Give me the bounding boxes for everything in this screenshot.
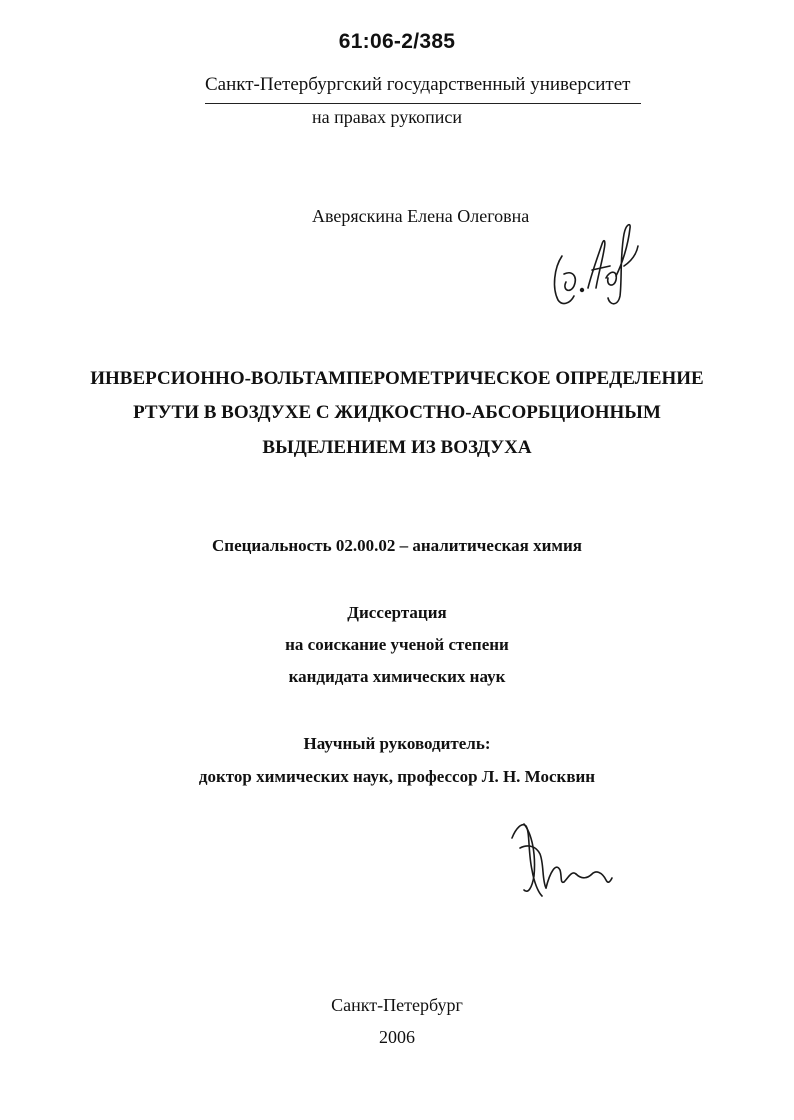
supervisor-label: Научный руководитель: bbox=[303, 734, 491, 753]
dissertation-label: Диссертация bbox=[347, 603, 447, 622]
thesis-title-line-2: РТУТИ В ВОЗДУХЕ С ЖИДКОСТНО-АБСОРБЦИОННЫМ bbox=[133, 402, 661, 423]
supervisor-signature bbox=[506, 818, 618, 900]
archive-stamp: 61:06-2/385 bbox=[338, 30, 456, 53]
university-name: Санкт-Петербургский государственный университет bbox=[205, 74, 631, 95]
year: 2006 bbox=[379, 1027, 415, 1047]
author-signature bbox=[548, 216, 640, 312]
header-rule bbox=[205, 103, 641, 104]
degree-line-2: кандидата химических наук bbox=[288, 667, 506, 686]
thesis-title-line-3: ВЫДЕЛЕНИЕМ ИЗ ВОЗДУХА bbox=[262, 437, 532, 458]
specialty: Специальность 02.00.02 – аналитическая химия bbox=[212, 536, 582, 555]
thesis-title-line-1: ИНВЕРСИОННО-ВОЛЬТАМПЕРОМЕТРИЧЕСКОЕ ОПРЕДЕЛЕНИЕ bbox=[90, 368, 704, 389]
author-name: Аверяскина Елена Олеговна bbox=[312, 206, 530, 226]
city: Санкт-Петербург bbox=[331, 995, 463, 1015]
manuscript-note: на правах рукописи bbox=[312, 107, 462, 127]
degree-line-1: на соискание ученой степени bbox=[285, 635, 509, 654]
supervisor-name: доктор химических наук, профессор Л. Н. Москвин bbox=[198, 767, 596, 786]
